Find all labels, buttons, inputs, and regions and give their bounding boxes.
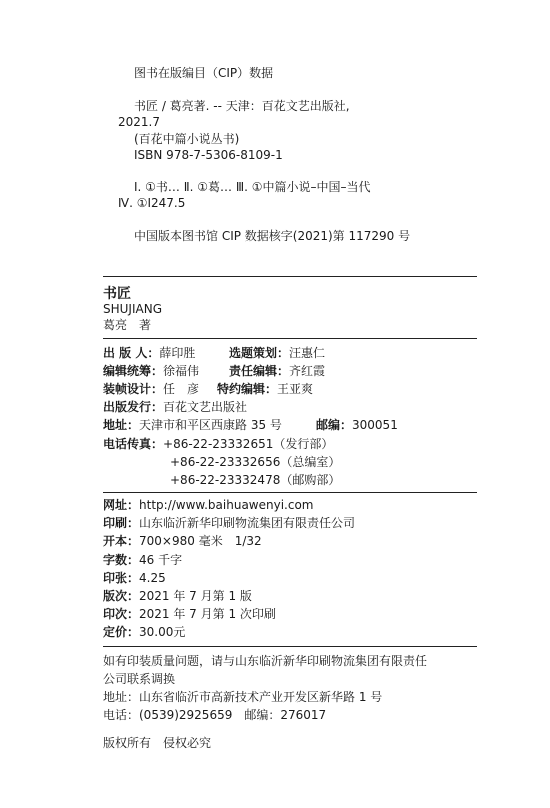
- credit-format: [103, 534, 262, 548]
- value: http://www.baihuawenyi.com: [139, 498, 314, 512]
- credit-edition: [103, 589, 252, 603]
- divider-credits-top: [103, 338, 477, 339]
- value: 30.00元: [139, 625, 186, 639]
- label: 开本：: [103, 534, 140, 548]
- credit-publisher-person: [103, 346, 195, 360]
- credit-website: [103, 498, 313, 512]
- notice-line-2: 公司联系调换: [103, 672, 176, 686]
- value: 2021 年 7 月第 1 版: [139, 589, 252, 603]
- label: 责任编辑：: [229, 364, 290, 378]
- label: 印次：: [103, 607, 140, 621]
- cip-record-year: 2021.7: [118, 115, 160, 129]
- value: 百花文艺出版社: [163, 400, 248, 414]
- value: 徐福伟: [163, 364, 200, 378]
- divider-credits-middle: [103, 492, 477, 493]
- value: 4.25: [139, 571, 166, 585]
- value: 700×980 毫米 1/32: [139, 534, 262, 548]
- credit-postcode: [316, 418, 398, 432]
- value: +86-22-23332651（发行部）: [163, 437, 334, 451]
- credit-phone: [103, 437, 333, 451]
- value: 齐红霞: [289, 364, 326, 378]
- label: 定价：: [103, 625, 140, 639]
- label: 地址：: [103, 418, 140, 432]
- credit-editor-coordinator: [103, 364, 199, 378]
- credit-sheets: [103, 571, 166, 585]
- label: 出版发行：: [103, 400, 164, 414]
- label: 出 版 人：: [103, 346, 160, 360]
- label: 印刷：: [103, 516, 140, 530]
- credit-phone-3: +86-22-23332478（邮购部）: [170, 473, 341, 487]
- credit-special-editor: [217, 382, 313, 396]
- label: 邮编：: [316, 418, 353, 432]
- value: 300051: [352, 418, 398, 432]
- book-author: 葛亮 著: [103, 318, 152, 332]
- cip-heading: 图书在版编目（CIP）数据: [134, 66, 274, 80]
- value: 天津市和平区西康路 35 号: [139, 418, 282, 432]
- label: 装帧设计：: [103, 382, 164, 396]
- credit-word-count: [103, 553, 182, 567]
- cip-isbn: ISBN 978-7-5306-8109-1: [134, 148, 283, 162]
- book-title-pinyin: SHUJIANG: [103, 302, 162, 316]
- label: 印张：: [103, 571, 140, 585]
- label: 网址：: [103, 498, 140, 512]
- value: 46 千字: [139, 553, 183, 567]
- value: 山东临沂新华印刷物流集团有限责任公司: [139, 516, 356, 530]
- cip-series: (百花中篇小说丛书): [134, 132, 240, 146]
- label: 编辑统筹：: [103, 364, 164, 378]
- notice-line: 如有印装质量问题，请与山东临沂新华印刷物流集团有限责任: [103, 654, 428, 668]
- notice-phone: 电话：(0539)2925659 邮编：276017: [103, 708, 327, 722]
- label: 特约编辑：: [217, 382, 278, 396]
- cip-number: 中国版本图书馆 CIP 数据核字(2021)第 117290 号: [134, 229, 411, 243]
- credit-price: [103, 625, 185, 639]
- credit-binding-design: [103, 382, 199, 396]
- value: 汪惠仁: [289, 346, 326, 360]
- credit-printer: [103, 516, 355, 530]
- divider-top: [103, 276, 477, 277]
- cip-classification-code: Ⅳ. ①I247.5: [118, 196, 186, 210]
- credit-distribution: [103, 400, 247, 414]
- label: 字数：: [103, 553, 140, 567]
- credit-printing: [103, 607, 276, 621]
- label: 版次：: [103, 589, 140, 603]
- value: 任 彦: [163, 382, 200, 396]
- label: 电话传真：: [103, 437, 164, 451]
- label: 选题策划：: [229, 346, 290, 360]
- notice-address: 地址：山东省临沂市高新技术产业开发区新华路 1 号: [103, 690, 383, 704]
- value: 王亚爽: [277, 382, 314, 396]
- value: 2021 年 7 月第 1 次印刷: [139, 607, 276, 621]
- credit-address: [103, 418, 282, 432]
- divider-credits-bottom: [103, 646, 477, 647]
- credit-phone-2: +86-22-23332656（总编室）: [170, 455, 341, 469]
- credit-topic-planner: [229, 346, 325, 360]
- credit-responsible-editor: [229, 364, 325, 378]
- book-title: 书匠: [103, 286, 131, 302]
- cip-record-line: 书匠 / 葛亮著. -- 天津：百花文艺出版社,: [134, 99, 350, 113]
- copyright-notice: 版权所有 侵权必究: [103, 736, 212, 750]
- value: 薛印胜: [159, 346, 196, 360]
- cip-classification: Ⅰ. ①书… Ⅱ. ①葛… Ⅲ. ①中篇小说–中国–当代: [134, 180, 371, 194]
